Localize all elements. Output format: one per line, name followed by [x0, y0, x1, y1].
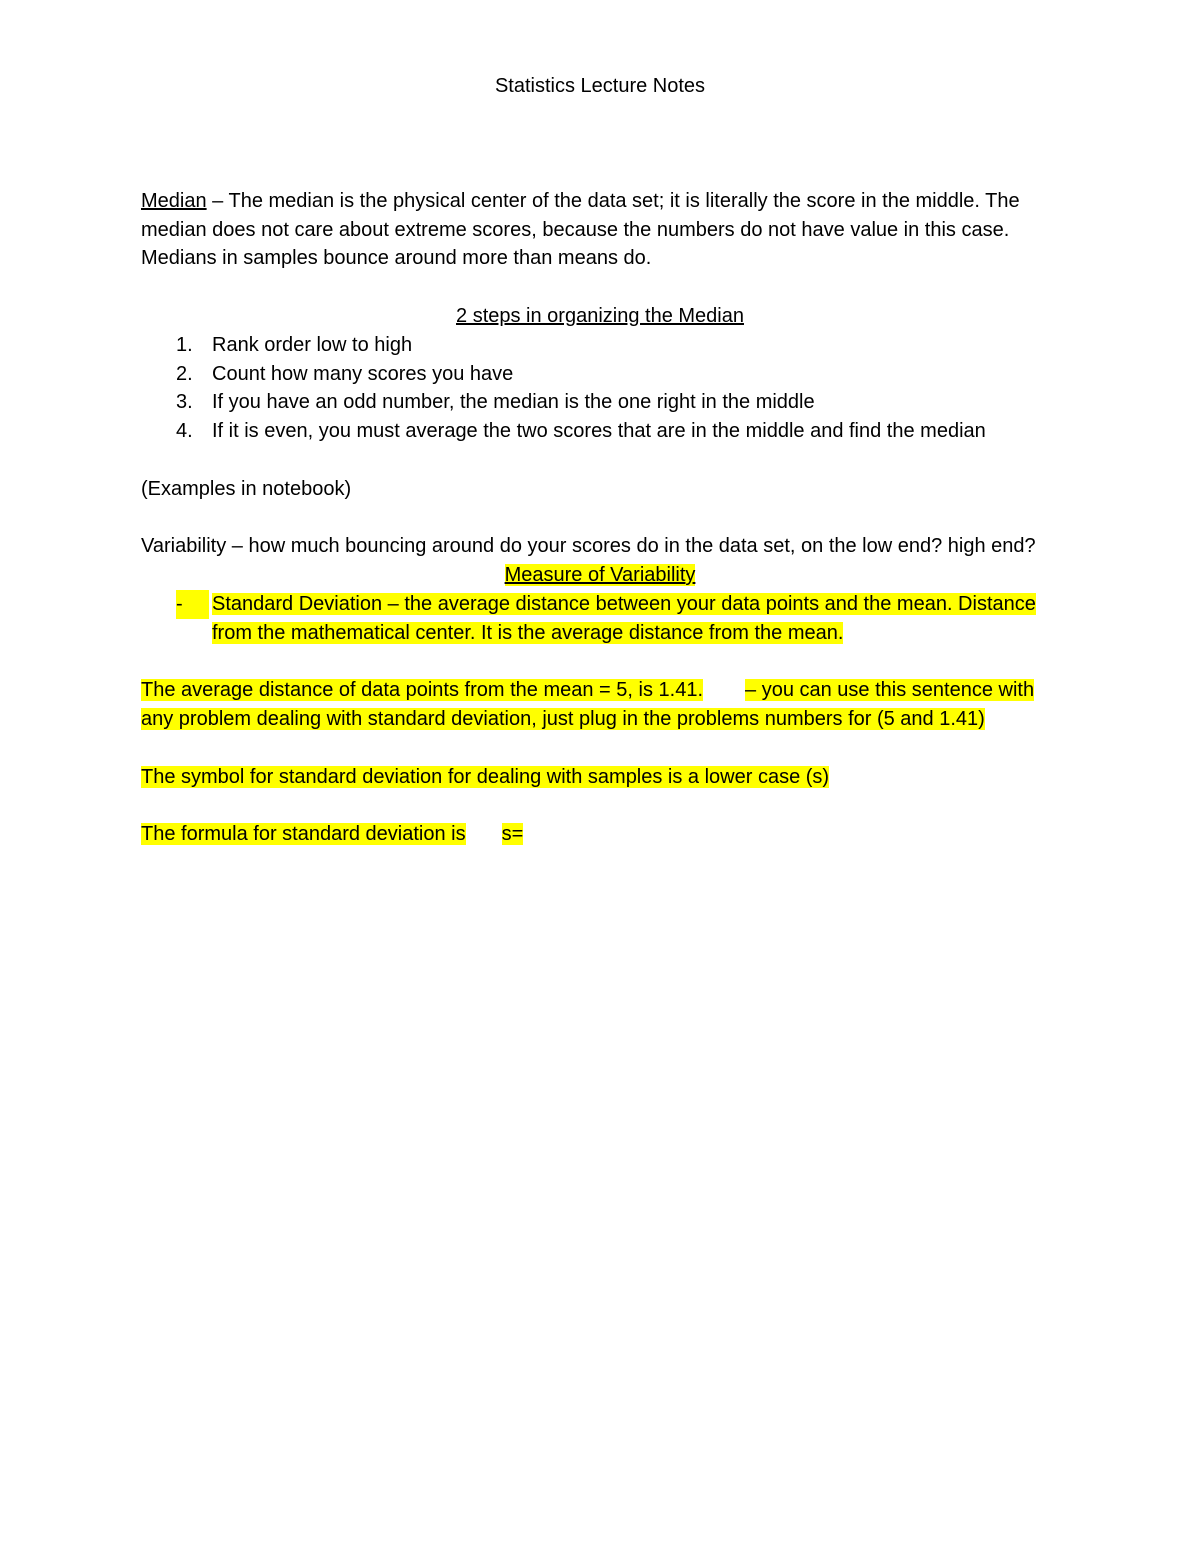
document-body — [141, 72, 1059, 849]
avg-distance-note: – you can use this sentence with any problem dealing with standard deviation, just plug in the problems numbers for (5 and 1.41) — [141, 679, 1035, 731]
spacer — [141, 734, 1059, 763]
page-title: Statistics Lecture Notes — [494, 75, 706, 97]
list-number: 3. — [176, 391, 193, 414]
avg-distance-sentence: The average distance of data points from the mean = 5, is 1.41. — [141, 679, 704, 702]
list-item-text: If it is even, you must average the two scores that are in the middle and find the median — [212, 420, 986, 443]
list-number: 2. — [176, 362, 193, 385]
steps-heading: 2 steps in organizing the Median — [456, 304, 744, 327]
spacer — [141, 504, 1059, 533]
formula-symbol: s= — [501, 823, 524, 846]
spacer — [141, 446, 1059, 475]
list-number: 1. — [176, 333, 193, 356]
spacer — [141, 648, 1059, 677]
spacer — [141, 273, 1059, 302]
spacer — [141, 101, 1059, 187]
bullet-dash: - — [176, 590, 209, 619]
list-item — [141, 360, 1059, 389]
list-item-text: Count how many scores you have — [212, 362, 514, 385]
median-definition: – The median is the physical center of the data set; it is literally the score in the middle. The median does not care about extreme scores, because the numbers do not have value in this case. Medians in samples bounce around more than means do. — [141, 189, 1020, 270]
variability-paragraph: Variability – how much bouncing around do your scores do in the data set, on the low end? high end? — [141, 535, 1036, 558]
spacer — [141, 792, 1059, 821]
std-dev-text: Standard Deviation – the average distance between your data points and the mean. Distance from the mathematical center. It is the average distance from the mean. — [212, 592, 1036, 644]
examples-note: (Examples in notebook) — [141, 477, 352, 500]
list-item-text: If you have an odd number, the median is the one right in the middle — [212, 391, 815, 414]
measure-heading: Measure of Variability — [504, 564, 696, 587]
steps-list — [141, 331, 1059, 446]
std-dev-bullet — [141, 590, 1059, 648]
formula-paragraph — [141, 820, 1059, 849]
list-number: 4. — [176, 420, 193, 443]
list-item — [141, 331, 1059, 360]
formula-text: The formula for standard deviation is — [141, 823, 466, 846]
list-item — [141, 417, 1059, 446]
median-term: Median — [141, 189, 207, 212]
symbol-paragraph: The symbol for standard deviation for dealing with samples is a lower case (s) — [141, 765, 830, 788]
list-item-text: Rank order low to high — [212, 333, 413, 356]
avg-distance-paragraph — [141, 676, 1059, 734]
list-item — [141, 388, 1059, 417]
median-paragraph — [141, 187, 1059, 273]
